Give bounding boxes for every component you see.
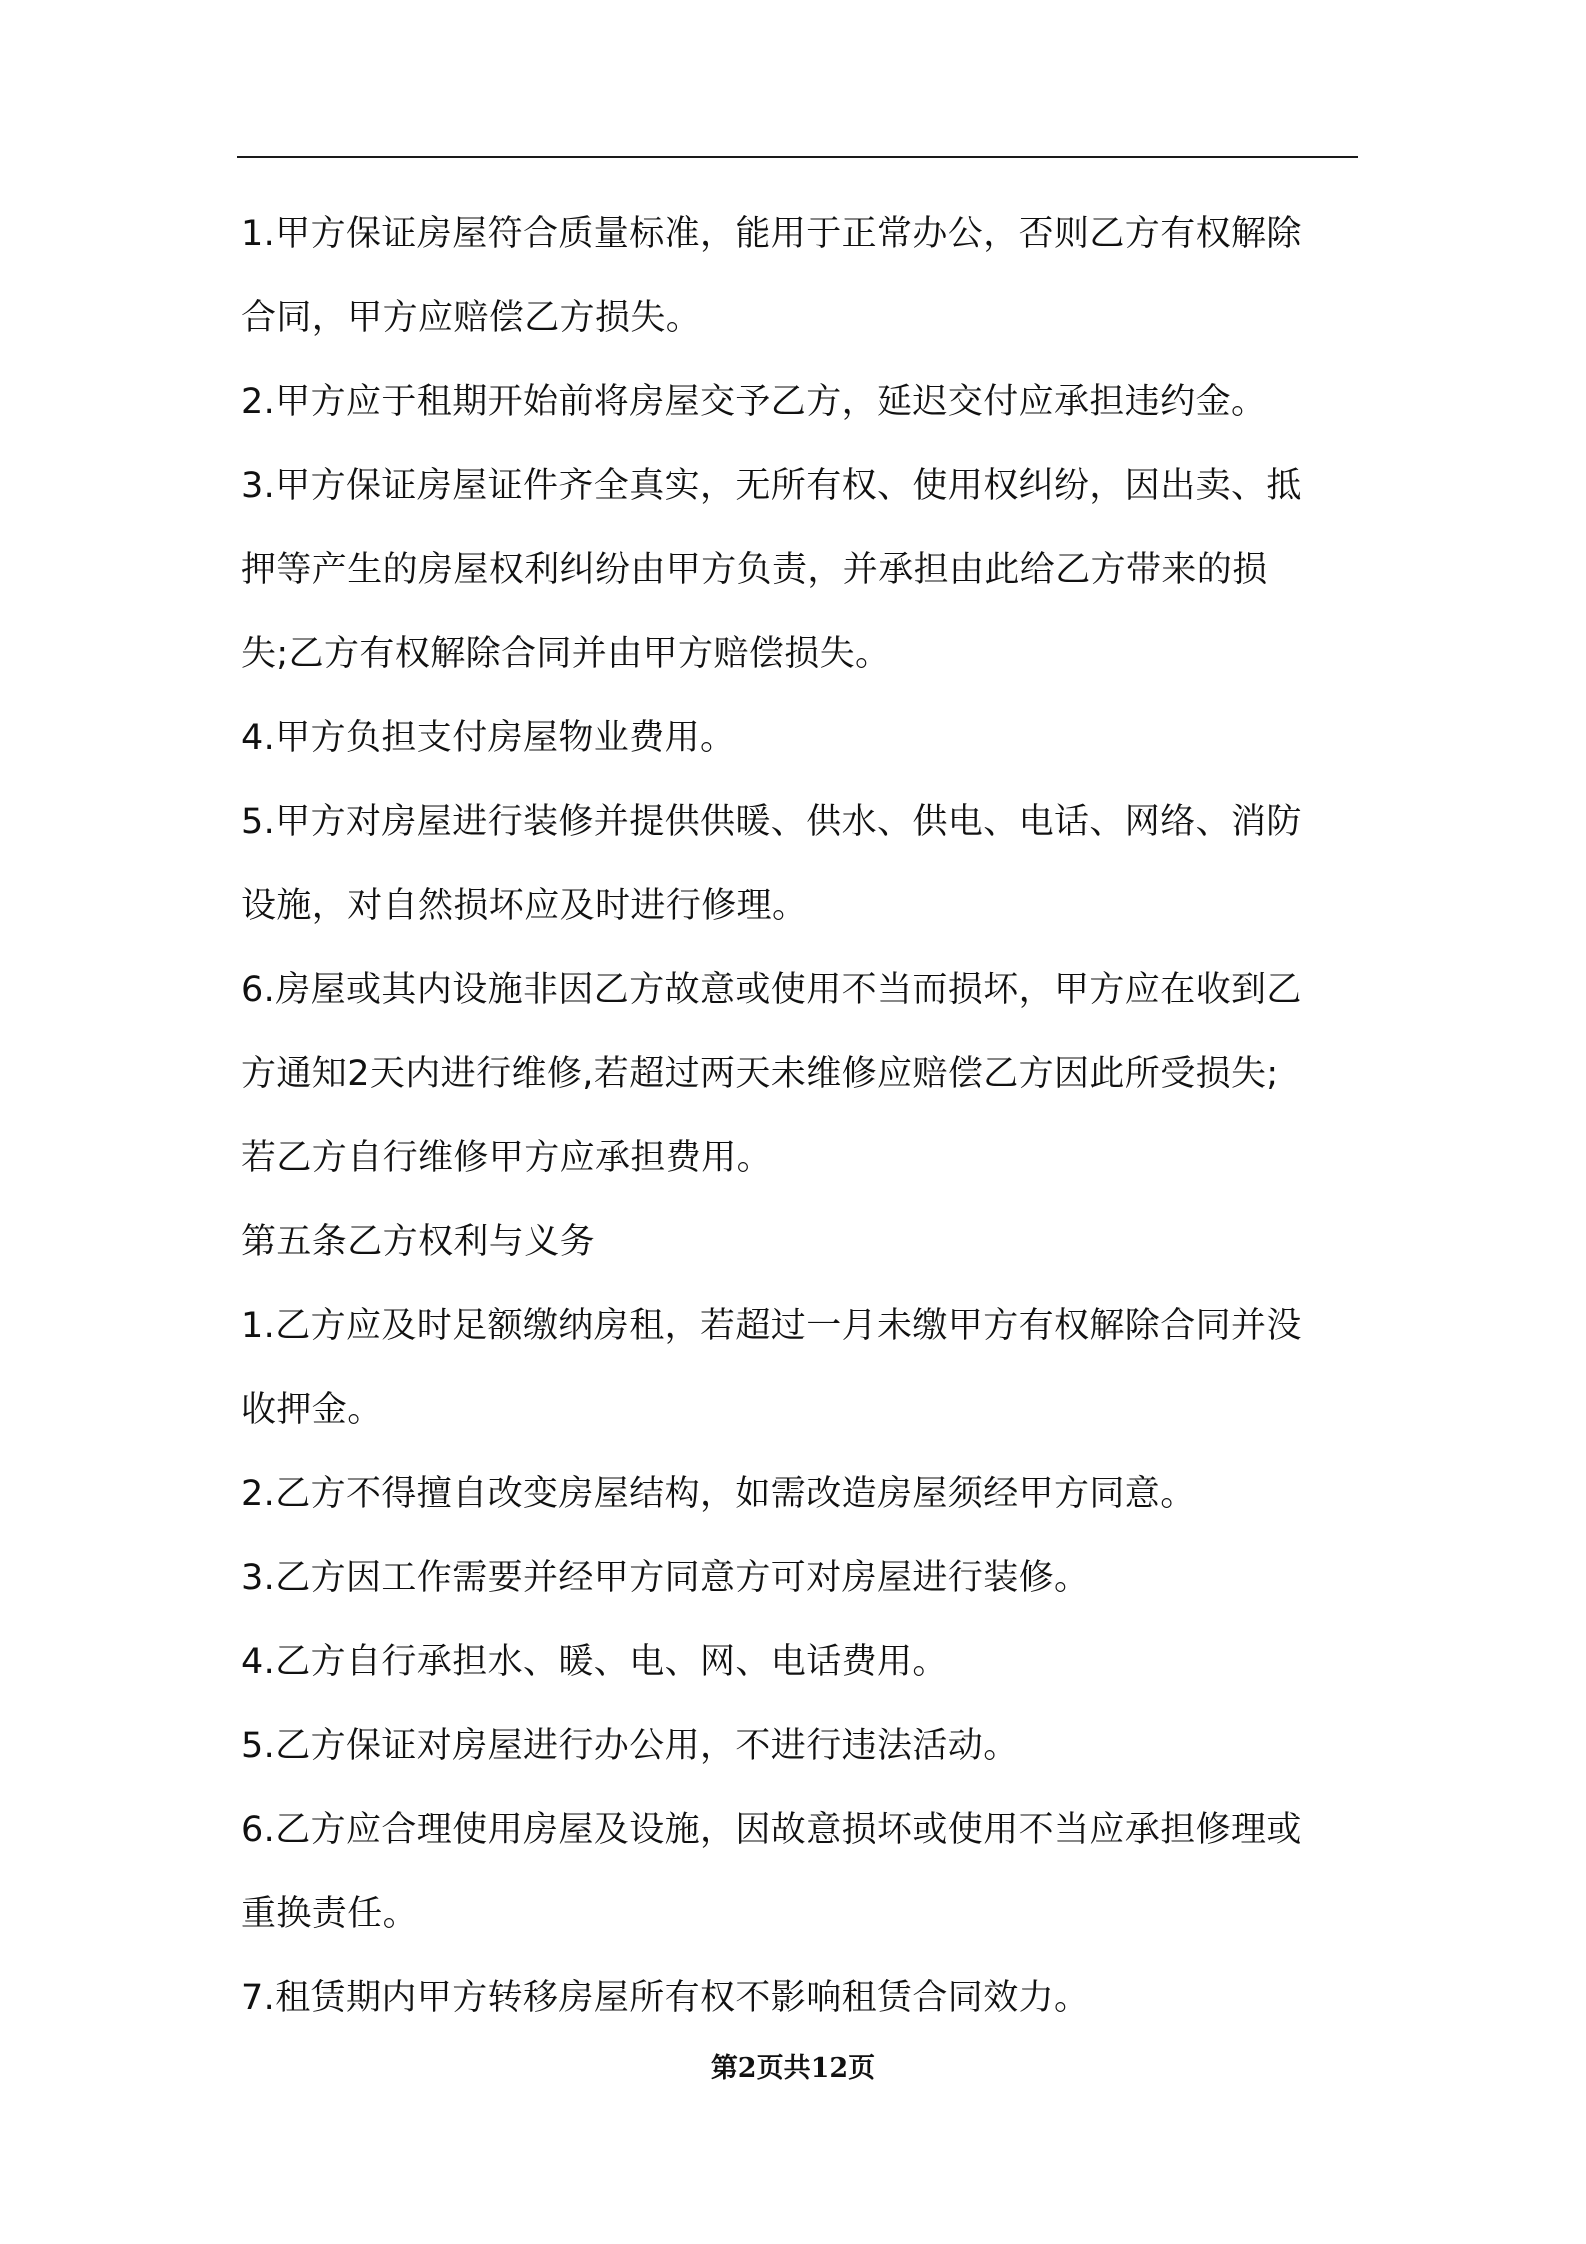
- text-line: 合同，甲方应赔偿乙方损失。: [241, 298, 702, 338]
- section-heading: 第五条乙方权利与义务: [241, 1222, 596, 1262]
- text-line: 设施，对自然损坏应及时进行修理。: [241, 886, 808, 926]
- text-line: 押等产生的房屋权利纠纷由甲方负责，并承担由此给乙方带来的损: [241, 550, 1268, 590]
- text-line: 4.甲方负担支付房屋物业费用。: [241, 718, 736, 758]
- text-line: 1.乙方应及时足额缴纳房租，若超过一月未缴甲方有权解除合同并没: [241, 1306, 1302, 1346]
- document-body: [241, 192, 1359, 2040]
- text-line: 1.甲方保证房屋符合质量标准，能用于正常办公，否则乙方有权解除: [241, 214, 1302, 254]
- text-line: 7.租赁期内甲方转移房屋所有权不影响租赁合同效力。: [241, 1978, 1090, 2018]
- text-line: 3.乙方因工作需要并经甲方同意方可对房屋进行装修。: [241, 1558, 1090, 1598]
- text-line: 失;乙方有权解除合同并由甲方赔偿损失。: [241, 634, 891, 674]
- text-line: 收押金。: [241, 1390, 383, 1430]
- text-line: 6.房屋或其内设施非因乙方故意或使用不当而损坏，甲方应在收到乙: [241, 970, 1302, 1010]
- text-line: 5.甲方对房屋进行装修并提供供暖、供水、供电、电话、网络、消防: [241, 802, 1302, 842]
- text-line: 若乙方自行维修甲方应承担费用。: [241, 1138, 773, 1178]
- text-line: 3.甲方保证房屋证件齐全真实，无所有权、使用权纠纷，因出卖、抵: [241, 466, 1302, 506]
- page-number: 第2页共12页: [710, 2053, 876, 2084]
- text-line: 4.乙方自行承担水、暖、电、网、电话费用。: [241, 1642, 948, 1682]
- text-line: 6.乙方应合理使用房屋及设施，因故意损坏或使用不当应承担修理或: [241, 1810, 1302, 1850]
- text-line: 2.甲方应于租期开始前将房屋交予乙方，延迟交付应承担违约金。: [241, 382, 1267, 422]
- header-rule: [237, 156, 1358, 158]
- text-line: 5.乙方保证对房屋进行办公用，不进行违法活动。: [241, 1726, 1019, 1766]
- text-line: 2.乙方不得擅自改变房屋结构，如需改造房屋须经甲方同意。: [241, 1474, 1196, 1514]
- text-line: 重换责任。: [241, 1894, 419, 1934]
- text-line: 方通知2天内进行维修,若超过两天未维修应赔偿乙方因此所受损失;: [241, 1054, 1279, 1094]
